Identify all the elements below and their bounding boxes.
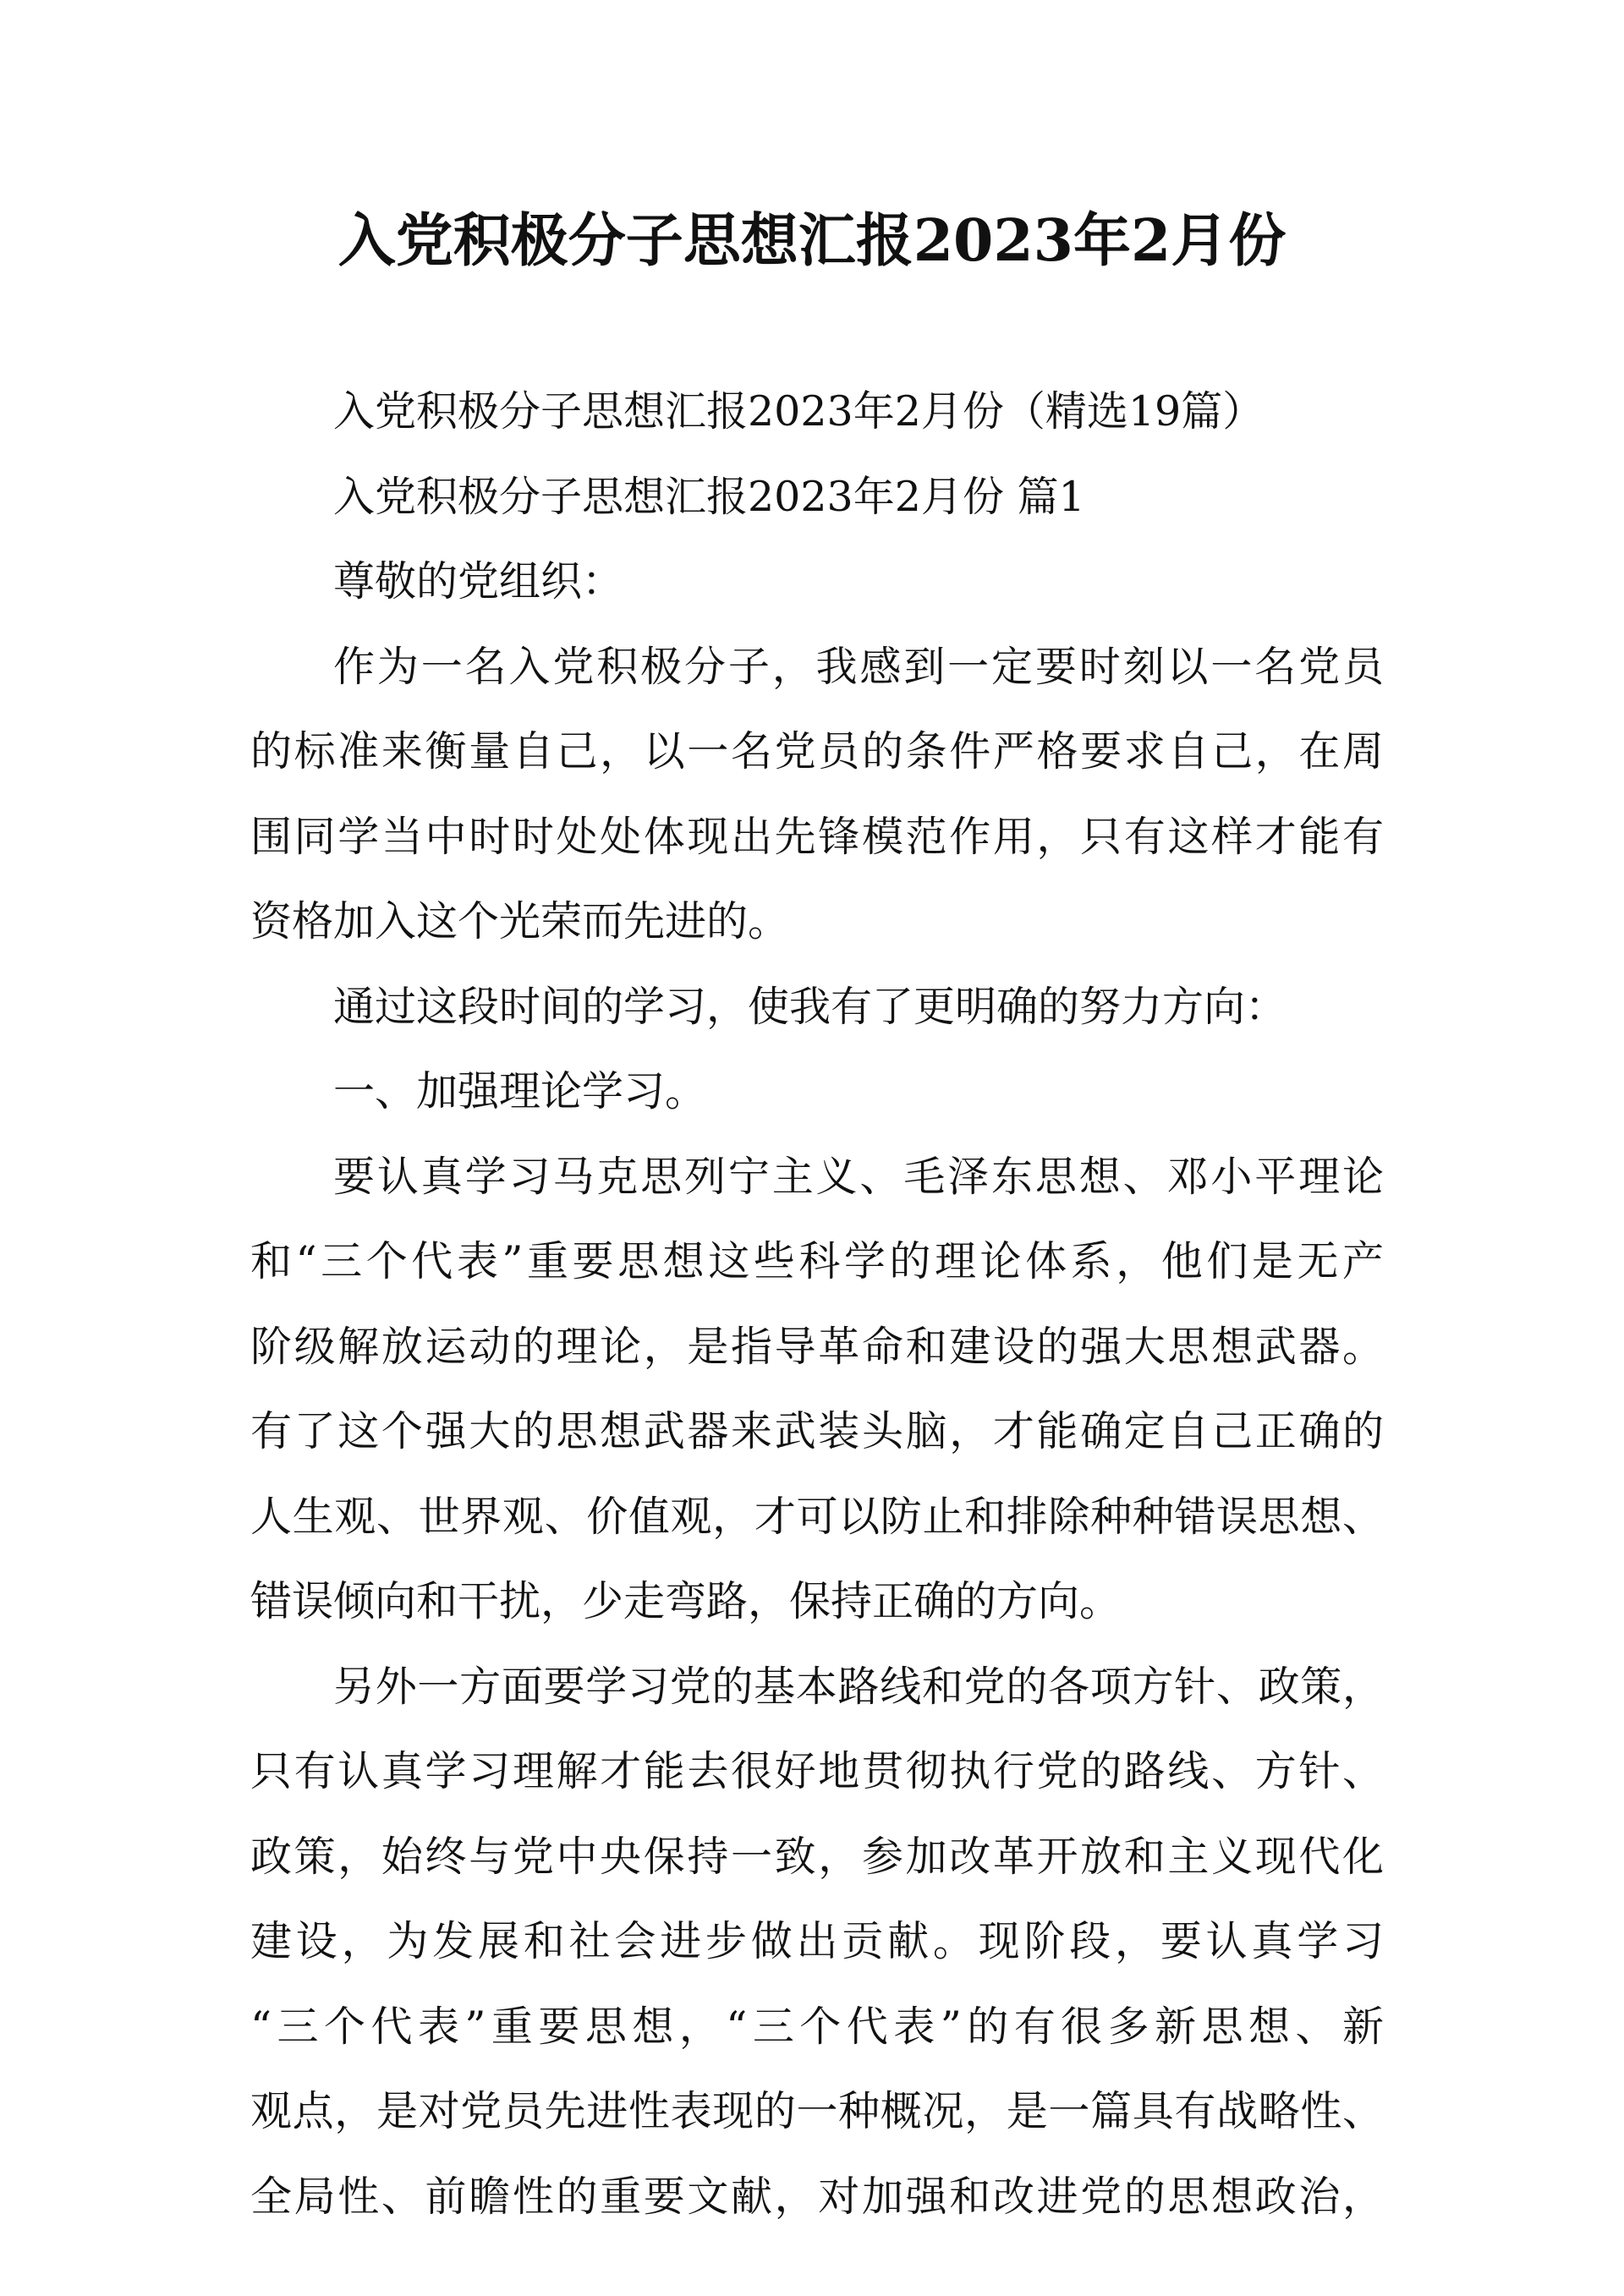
paragraph-line: 资格加入这个光荣而先进的。	[250, 897, 790, 945]
paragraph-line: “三个代表”重要思想，“三个代表”的有很多新思想、新	[250, 2002, 1384, 2051]
paragraph-line: 人生观、世界观、价值观，才可以防止和排除种种错误思想、	[250, 1492, 1384, 1541]
subtitle-line: 入党积极分子思想汇报2023年2月份（精选19篇）	[333, 387, 1265, 436]
list-heading: 一、加强理论学习。	[333, 1067, 707, 1115]
paragraph-line: 只有认真学习理解才能去很好地贯彻执行党的路线、方针、	[250, 1747, 1384, 1795]
section-heading: 入党积极分子思想汇报2023年2月份 篇1	[333, 472, 1085, 521]
paragraph-line: 建设，为发展和社会进步做出贡献。现阶段，要认真学习	[250, 1917, 1384, 1965]
paragraph-line: 错误倾向和干扰，少走弯路，保持正确的方向。	[250, 1577, 1122, 1625]
salutation: 尊敬的党组织：	[333, 557, 624, 606]
paragraph-line: 阶级解放运动的理论，是指导革命和建设的强大思想武器。	[250, 1322, 1384, 1371]
paragraph-line: 另外一方面要学习党的基本路线和党的各项方针、政策，	[333, 1662, 1384, 1711]
document-title: 入党积极分子思想汇报2023年2月份	[337, 207, 1287, 275]
document-body	[250, 370, 1384, 2239]
paragraph-line: 和“三个代表”重要思想这些科学的理论体系，他们是无产	[250, 1237, 1384, 1285]
paragraph-line: 观点，是对党员先进性表现的一种概况，是一篇具有战略性、	[250, 2087, 1384, 2135]
paragraph-line: 的标准来衡量自己，以一名党员的条件严格要求自己，在周	[250, 727, 1384, 775]
paragraph-line: 要认真学习马克思列宁主义、毛泽东思想、邓小平理论	[333, 1152, 1384, 1201]
paragraph-line: 全局性、前瞻性的重要文献，对加强和改进党的思想政治，	[250, 2172, 1384, 2221]
paragraph-line: 围同学当中时时处处体现出先锋模范作用，只有这样才能有	[250, 812, 1384, 861]
paragraph-line: 通过这段时间的学习，使我有了更明确的努力方向：	[333, 982, 1287, 1031]
paragraph-line: 有了这个强大的思想武器来武装头脑，才能确定自己正确的	[250, 1407, 1384, 1455]
paragraph-line: 作为一名入党积极分子，我感到一定要时刻以一名党员	[333, 642, 1384, 691]
paragraph-line: 政策，始终与党中央保持一致，参加改革开放和主义现代化	[250, 1832, 1384, 1881]
